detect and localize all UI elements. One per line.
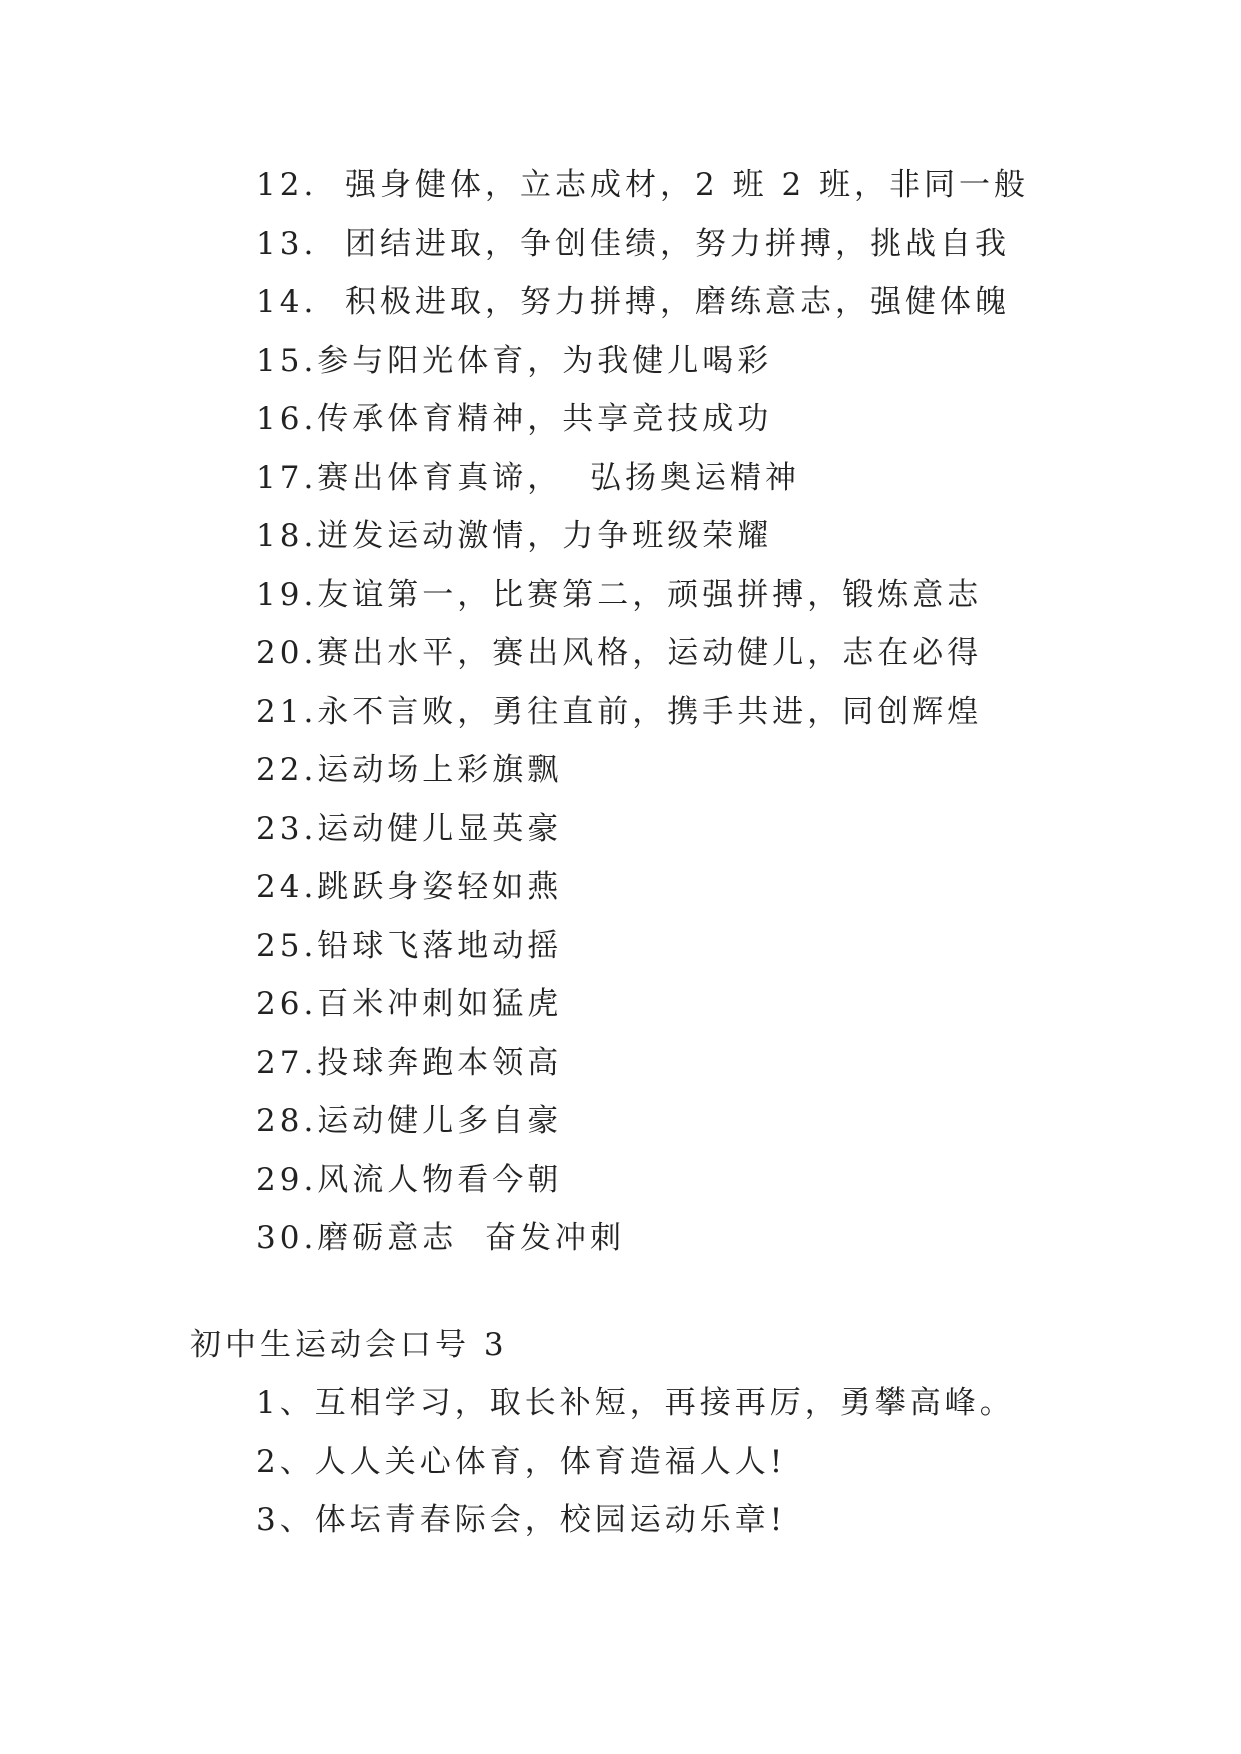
list-item: 16.传承体育精神，共享竞技成功 xyxy=(256,401,773,437)
list-item: 24.跳跃身姿轻如燕 xyxy=(256,869,563,905)
list-item: 21.永不言败，勇往直前，携手共进，同创辉煌 xyxy=(256,693,983,730)
list-item: 3、体坛青春际会，校园运动乐章! xyxy=(256,1502,787,1538)
list-item: 29.风流人物看今朝 xyxy=(256,1161,563,1198)
section-heading: 初中生运动会口号 3 xyxy=(190,1327,508,1363)
slogan-list xyxy=(256,156,1029,1268)
list-item: 12. 强身健体，立志成材，2 班 2 班，非同一般 xyxy=(256,167,1030,203)
list-item: 20.赛出水平，赛出风格，运动健儿，志在必得 xyxy=(256,635,983,671)
list-item: 22.运动场上彩旗飘 xyxy=(256,752,563,788)
list-item: 30.磨砺意志 奋发冲刺 xyxy=(256,1220,626,1256)
list-item: 19.友谊第一，比赛第二，顽强拼搏，锻炼意志 xyxy=(256,576,983,613)
list-item: 28.运动健儿多自豪 xyxy=(256,1103,563,1139)
list-item: 1、互相学习，取长补短，再接再厉，勇攀高峰。 xyxy=(256,1385,1015,1421)
section3-slogan-list xyxy=(256,1374,1015,1550)
list-item: 26.百米冲刺如猛虎 xyxy=(256,986,563,1022)
list-item: 2、人人关心体育，体育造福人人! xyxy=(256,1443,787,1480)
list-item: 14. 积极进取，努力拼搏，磨练意志，强健体魄 xyxy=(256,284,1011,320)
list-item: 18.迸发运动激情，力争班级荣耀 xyxy=(256,518,773,554)
list-item: 13. 团结进取，争创佳绩，努力拼搏，挑战自我 xyxy=(256,225,1011,262)
list-item: 25.铅球飞落地动摇 xyxy=(256,927,563,964)
list-item: 23.运动健儿显英豪 xyxy=(256,810,563,847)
list-item: 27.投球奔跑本领高 xyxy=(256,1044,563,1081)
list-item: 15.参与阳光体育，为我健儿喝彩 xyxy=(256,342,773,379)
list-item: 17.赛出体育真谛， 弘扬奥运精神 xyxy=(256,459,801,496)
